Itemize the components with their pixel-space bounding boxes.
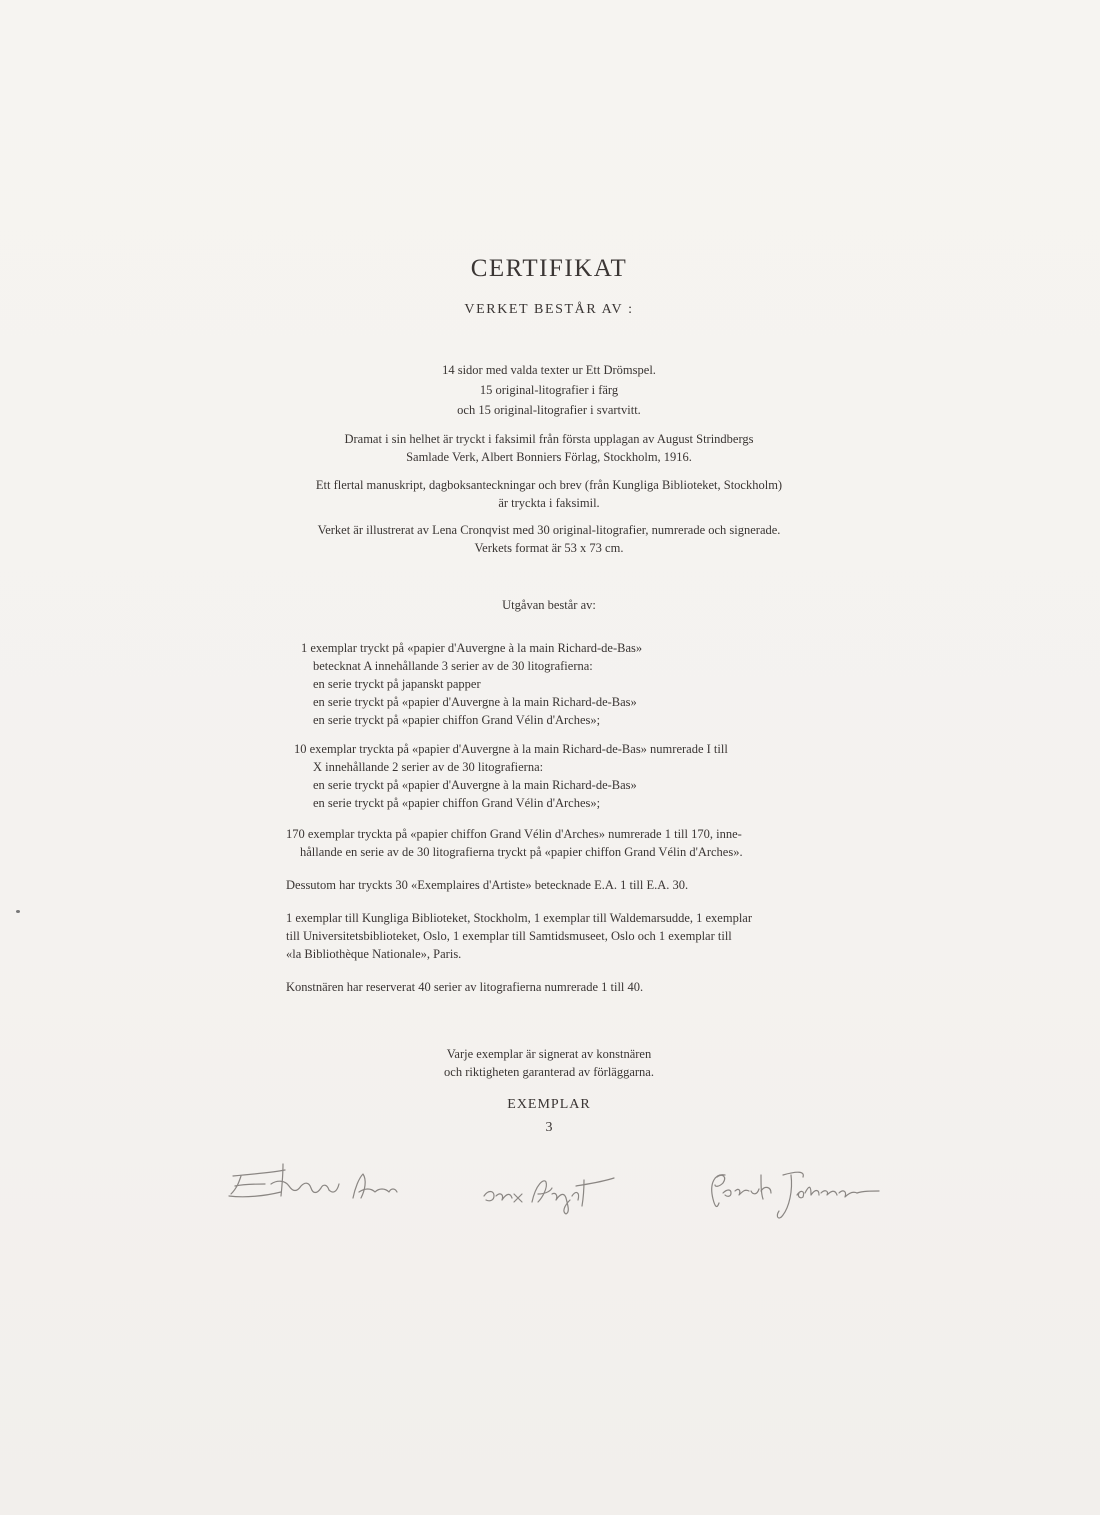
contents-line: 15 original-litografier i färg <box>479 383 619 397</box>
libraries-paragraph <box>286 909 812 963</box>
signature-center <box>480 1172 620 1217</box>
contents-line: 14 sidor med valda texter ur Ett Drömspel. <box>442 363 656 377</box>
signed-statement <box>286 1045 812 1081</box>
edition-10-line: 10 exemplar tryckta på «papier d'Auvergne à la main Richard-de-Bas» numrerade I till <box>294 742 728 756</box>
libraries-line: 1 exemplar till Kungliga Biblioteket, Stockholm, 1 exemplar till Waldemarsudde, 1 exemplar <box>286 911 753 925</box>
drama-line: Samlade Verk, Albert Bonniers Förlag, Stockholm, 1916. <box>406 450 692 464</box>
contents-paragraph <box>286 361 812 419</box>
edition-10-line: X innehållande 2 serier av de 30 litografierna: <box>313 760 544 774</box>
signed-line: och riktigheten garanterad av förläggarna. <box>444 1065 654 1079</box>
manuscripts-paragraph <box>286 476 812 512</box>
paper-speck <box>16 910 20 913</box>
contents-line: och 15 original-litografier i svartvitt. <box>457 403 641 417</box>
edition-1-line: betecknat A innehållande 3 serier av de 30 litografierna: <box>313 659 593 673</box>
certificate-title: CERTIFIKAT <box>470 255 628 282</box>
edition-170-paragraph <box>286 825 812 861</box>
manuscripts-line: Ett flertal manuskript, dagboksanteckningar och brev (från Kungliga Biblioteket, Stockholm) <box>315 478 783 492</box>
libraries-line: «la Bibliothèque Nationale», Paris. <box>286 947 462 961</box>
signed-line: Varje exemplar är signerat av konstnären <box>446 1047 652 1061</box>
illustrated-line: Verkets format är 53 x 73 cm. <box>474 541 624 555</box>
manuscripts-line: är tryckta i faksimil. <box>498 496 600 510</box>
libraries-line: till Universitetsbiblioteket, Oslo, 1 exemplar till Samtidsmuseet, Oslo och 1 exemplar till <box>286 929 732 943</box>
reserved-paragraph: Konstnären har reserverat 40 serier av litografierna numrerade 1 till 40. <box>286 980 644 994</box>
edition-1-line: en serie tryckt på «papier d'Auvergne à la main Richard-de-Bas» <box>313 695 637 709</box>
edition-1-paragraph <box>286 639 812 729</box>
illustrated-line: Verket är illustrerat av Lena Cronqvist med 30 original-litografier, numrerade och signerade. <box>317 523 781 537</box>
signature-right <box>705 1163 885 1225</box>
certificate-subtitle: VERKET BESTÅR AV : <box>464 302 634 317</box>
edition-10-line: en serie tryckt på «papier chiffon Grand Vélin d'Arches»; <box>313 796 601 810</box>
edition-1-line: en serie tryckt på japanskt papper <box>313 677 481 691</box>
edition-10-paragraph <box>286 740 812 812</box>
edition-170-line: hållande en serie av de 30 litografierna tryckt på «papier chiffon Grand Vélin d'Arches». <box>300 845 743 859</box>
edition-10-line: en serie tryckt på «papier d'Auvergne à la main Richard-de-Bas» <box>313 778 637 792</box>
exemplar-number: 3 <box>545 1120 553 1135</box>
edition-heading: Utgåvan består av: <box>502 598 596 612</box>
edition-1-line: en serie tryckt på «papier chiffon Grand Vélin d'Arches»; <box>313 713 601 727</box>
artist-proofs-paragraph: Dessutom har tryckts 30 «Exemplaires d'Artiste» betecknade E.A. 1 till E.A. 30. <box>286 878 689 892</box>
signature-left <box>225 1160 415 1210</box>
drama-line: Dramat i sin helhet är tryckt i faksimil från första upplagan av August Strindbergs <box>344 432 754 446</box>
illustrated-paragraph <box>286 521 812 557</box>
edition-170-line: 170 exemplar tryckta på «papier chiffon Grand Vélin d'Arches» numrerade 1 till 170, inne- <box>286 827 742 841</box>
edition-1-line: 1 exemplar tryckt på «papier d'Auvergne à la main Richard-de-Bas» <box>301 641 643 655</box>
exemplar-label: EXEMPLAR <box>507 1097 591 1112</box>
drama-paragraph <box>286 430 812 466</box>
